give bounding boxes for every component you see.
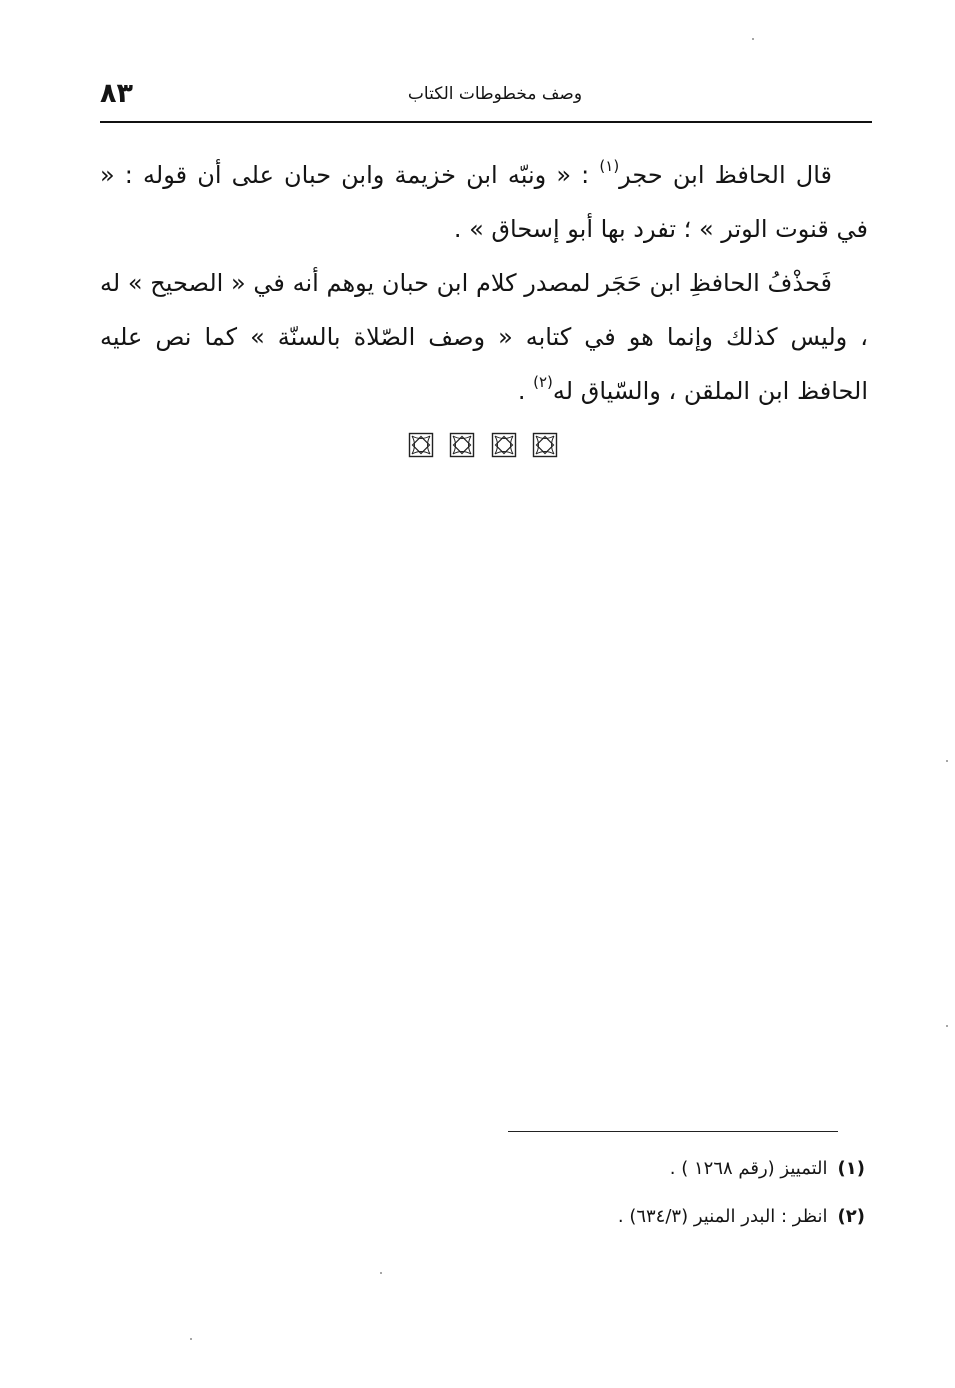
paragraph-1-text-a: قال الحافظ ابن حجر xyxy=(619,161,832,189)
footnote-1-marker: (١) xyxy=(837,1158,865,1179)
running-title: وصف مخطوطات الكتاب xyxy=(407,84,583,104)
footnote-2 xyxy=(400,1206,865,1254)
footnote-1-text: التمييز (رقم ١٢٦٨ ) . xyxy=(669,1158,828,1179)
paragraph-2-text-b: . xyxy=(517,377,534,405)
page-number: ٨٣ xyxy=(100,78,133,109)
footnote-2-text: انظر : البدر المنير (٦٣٤/٣) . xyxy=(617,1206,828,1227)
section-divider-ornament xyxy=(408,432,558,460)
header-rule xyxy=(100,121,872,123)
scan-speck xyxy=(380,1272,382,1274)
knot-square-icon xyxy=(449,432,475,458)
knot-square-icon xyxy=(532,432,558,458)
scan-speck xyxy=(946,1025,948,1027)
footnotes xyxy=(400,1158,865,1254)
scan-speck xyxy=(190,1338,192,1340)
paragraph-1-text-b: : « ونبّه ابن خزيمة وابن حبان على أن قوله : « في قنوت الوتر » ؛ تفرد بها أبو إسحاق » . xyxy=(100,161,868,243)
scan-speck xyxy=(946,760,948,762)
footnote-rule xyxy=(508,1131,838,1132)
paragraph-2-text-a: فَحذْفُ الحافظِ ابن حَجَر لمصدر كلام ابن حبان يوهم أنه في « الصحيح » له ، وليس كذلك وإنما هو في كتابه « وصف الصّلاة بالسنّة » كما نص عليه الحافظ ابن الملقن ، والسّياق له xyxy=(100,269,868,405)
footnote-ref-2: (٢) xyxy=(533,373,553,391)
scan-speck xyxy=(752,38,754,40)
footnote-ref-1: (١) xyxy=(599,157,620,175)
main-text xyxy=(100,148,868,418)
page-header xyxy=(100,78,872,122)
knot-square-icon xyxy=(491,432,517,458)
footnote-1 xyxy=(400,1158,865,1206)
footnote-2-marker: (٢) xyxy=(837,1206,865,1227)
knot-square-icon xyxy=(408,432,434,458)
paragraph-2 xyxy=(100,256,868,418)
paragraph-1 xyxy=(100,148,868,256)
